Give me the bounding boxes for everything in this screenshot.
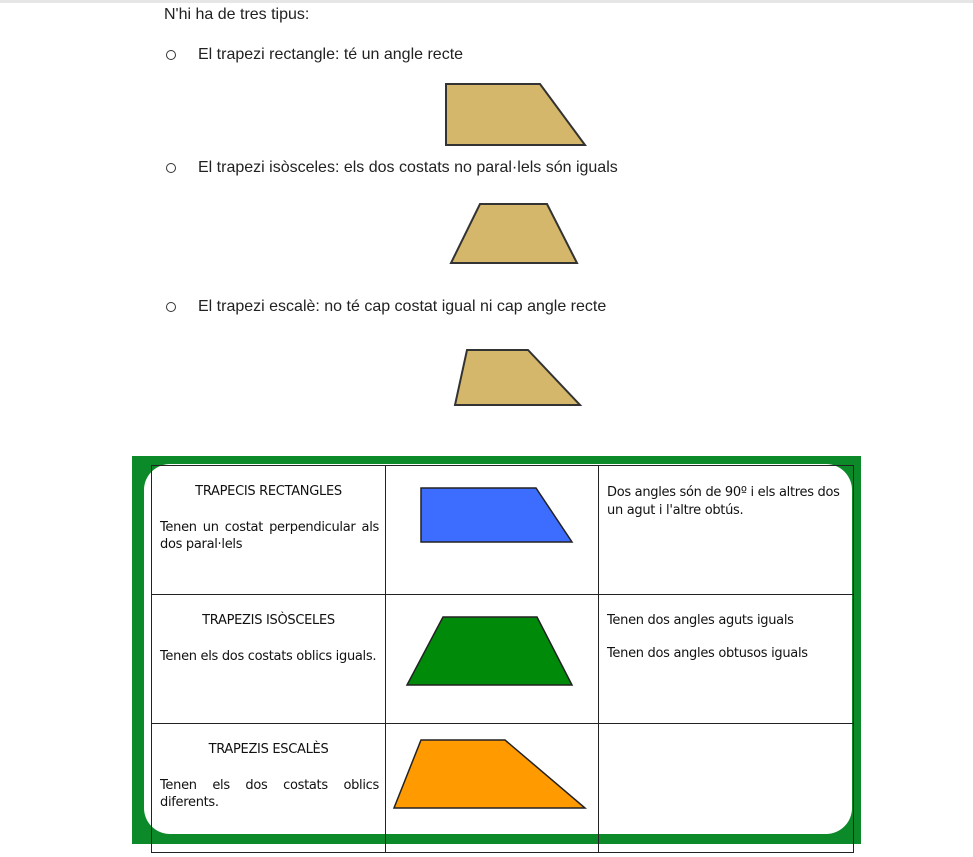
type-description: Tenen els dos costats oblics iguals.: [160, 649, 377, 664]
scalene-trapezoid-icon: [453, 348, 583, 408]
page-top-border: [0, 0, 973, 3]
property-text: Tenen dos angles obtusos iguals: [607, 646, 808, 661]
table-row: [152, 595, 854, 724]
trapezoid-types-table: [151, 465, 854, 853]
type-title: TRAPECIS RECTANGLES: [195, 484, 342, 499]
isosceles-trapezoid-icon: [448, 202, 580, 266]
properties-cell: [599, 466, 854, 595]
type-cell: [152, 466, 386, 595]
table-row: [152, 724, 854, 853]
table-row: [152, 466, 854, 595]
bullet-text: El trapezi isòsceles: els dos costats no paral·lels són iguals: [198, 159, 618, 176]
orange-scalene-trapezoid-icon: [386, 724, 598, 852]
bullet-item-rectangle: [166, 46, 463, 64]
blue-right-trapezoid-icon: [386, 466, 598, 594]
bullet-item-scalene: [166, 298, 606, 316]
properties-cell: [599, 595, 854, 724]
bullet-circle-icon: [166, 302, 176, 312]
shape-cell: [386, 466, 599, 595]
bullet-text: El trapezi escalè: no té cap costat igual ni cap angle recte: [198, 298, 607, 315]
intro-text: N'hi ha de tres tipus:: [164, 6, 310, 23]
bullet-item-isosceles: [166, 159, 618, 177]
type-title: TRAPEZIS ESCALÈS: [208, 742, 329, 757]
property-text: Tenen dos angles aguts iguals: [607, 613, 794, 628]
bullet-text: El trapezi rectangle: té un angle recte: [198, 46, 464, 63]
right-trapezoid-icon: [444, 82, 588, 148]
shape-cell: [386, 595, 599, 724]
type-title: TRAPEZIS ISÒSCELES: [202, 613, 335, 628]
bullet-circle-icon: [166, 163, 176, 173]
bullet-circle-icon: [166, 50, 176, 60]
type-cell: [152, 595, 386, 724]
type-description: Tenen els dos costats oblics diferents.: [160, 778, 379, 810]
type-description: Tenen un costat perpendicular als dos paral·lels: [160, 520, 379, 552]
properties-cell: [599, 724, 854, 853]
property-text: Dos angles són de 90º i els altres dos un agut i l'altre obtús.: [607, 485, 840, 518]
green-isosceles-trapezoid-icon: [386, 595, 598, 723]
type-cell: [152, 724, 386, 853]
shape-cell: [386, 724, 599, 853]
